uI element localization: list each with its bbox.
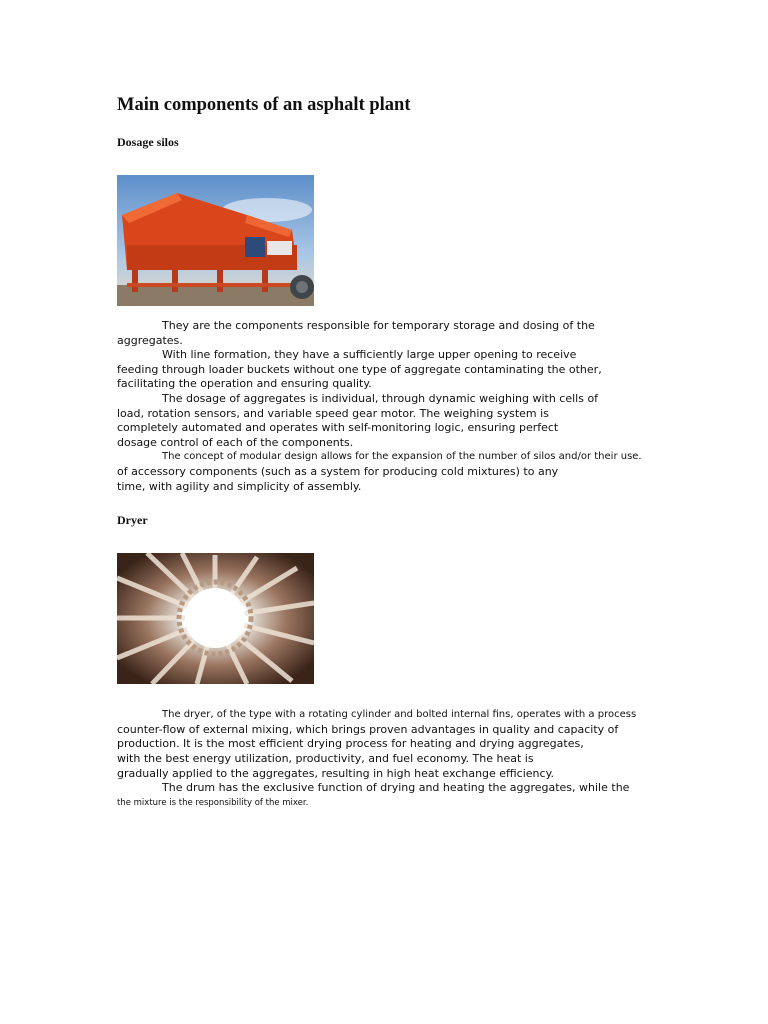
paragraph-line: load, rotation sensors, and variable speed gear motor. The weighing system is [117,406,549,420]
paragraph-line: With line formation, they have a sufficiently large upper opening to receive [162,348,577,362]
paragraph-line: with the best energy utilization, productivity, and fuel economy. The heat is [117,751,534,765]
dosage-silos-text [117,319,657,494]
page-title: Main components of an asphalt plant [117,95,411,115]
document-page [117,94,657,810]
paragraph-line: completely automated and operates with self-monitoring logic, ensuring perfect [117,421,559,435]
section-heading-dosage-silos: Dosage silos [117,135,179,149]
rotating-drum-fins-photo-icon [117,553,314,684]
paragraph-line: They are the components responsible for temporary storage and dosing of the [162,319,595,332]
paragraph-line: facilitating the operation and ensuring quality. [117,377,372,391]
paragraph-line: The drum has the exclusive function of drying and heating the aggregates, while the [162,781,630,795]
silo-photo [117,175,657,306]
paragraph-line: counter-flow of external mixing, which brings proven advantages in quality and capacity of [117,722,619,736]
paragraph-line: aggregates. [117,333,183,347]
paragraph-line: gradually applied to the aggregates, resulting in high heat exchange efficiency. [117,766,555,780]
paragraph-line: The dosage of aggregates is individual, through dynamic weighing with cells of [162,391,599,405]
dryer-text [117,708,657,810]
paragraph-line: dosage control of each of the components. [117,435,354,449]
section-heading-dryer: Dryer [117,513,148,528]
orange-dosage-silo-photo-icon [117,175,314,306]
dryer-photo [117,553,657,684]
paragraph-line: The dryer, of the type with a rotating cylinder and bolted internal fins, operates with a process [162,709,637,721]
paragraph-line: the mixture is the responsibility of the mixer. [117,797,309,808]
paragraph-line: production. It is the most efficient drying process for heating and drying aggregates, [117,737,584,751]
paragraph-line: of accessory components (such as a system for producing cold mixtures) to any [117,464,559,478]
paragraph-line: feeding through loader buckets without one type of aggregate contaminating the other, [117,362,602,376]
paragraph-line: The concept of modular design allows for the expansion of the number of silos and/or their use. [162,451,642,463]
paragraph-line: time, with agility and simplicity of assembly. [117,479,362,493]
